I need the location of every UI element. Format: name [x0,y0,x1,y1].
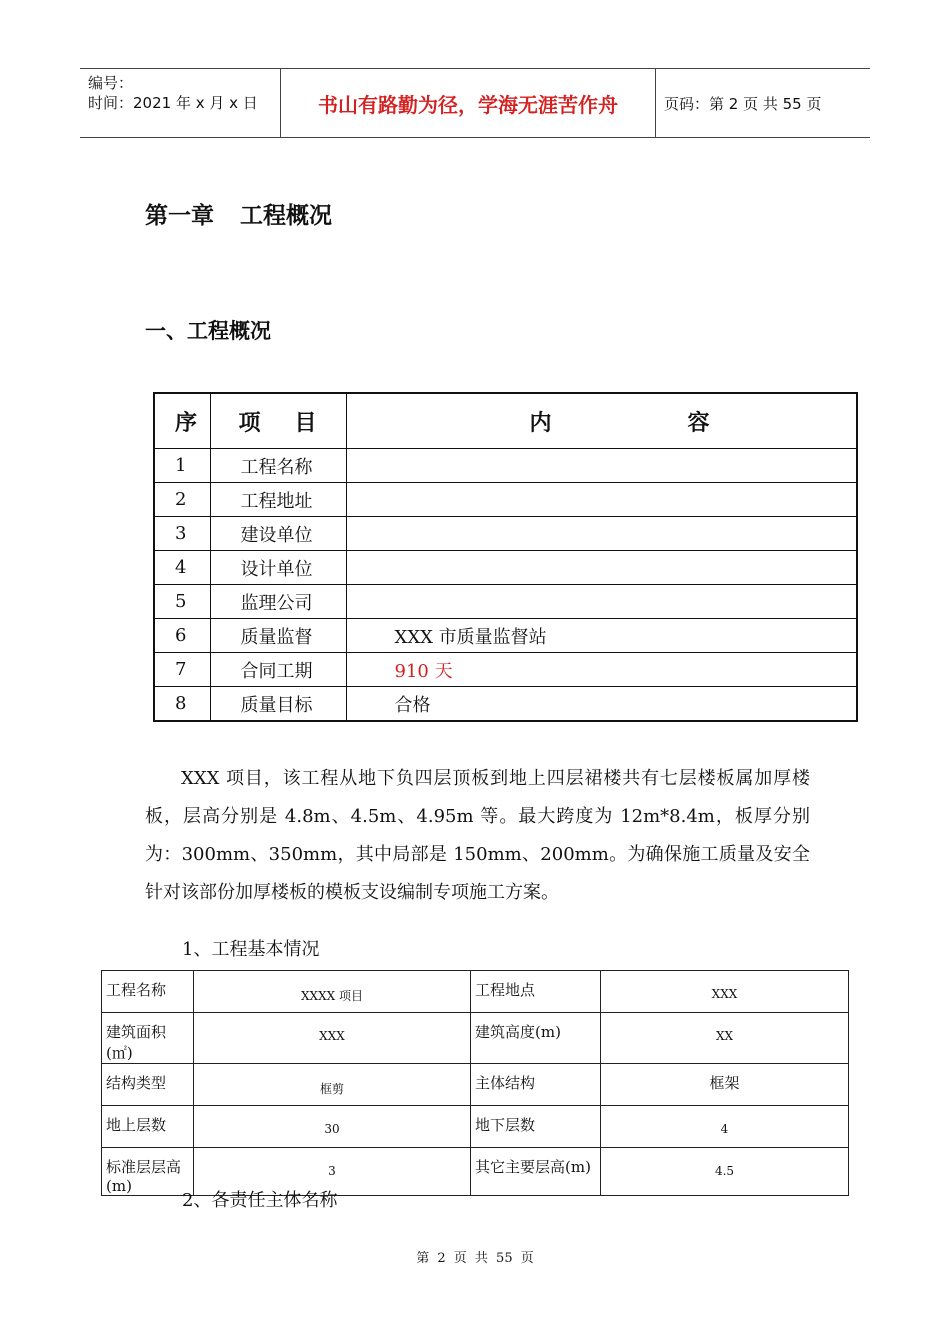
chapter-heading [145,197,332,230]
header-meta [88,73,258,113]
project-overview-table [153,392,858,722]
table-row: 8 质量目标 合格 [154,687,857,722]
table-row: 6 质量监督 XXX 市质量监督站 [154,619,857,653]
header-motto: 书山有路勤为径，学海无涯苦作舟 [280,69,656,137]
basic-info-table [101,970,849,1196]
table-row: 5 监理公司 [154,585,857,619]
table-header-row [154,393,857,449]
table-row: 地上层数 30 地下层数 4 [102,1106,849,1148]
number-label: 编号： [88,74,134,92]
page-header [80,68,870,138]
chapter-number: 第一章 [145,203,214,229]
table-row: 建筑面积(㎡) XXX 建筑高度(m) XX [102,1013,849,1064]
header-item: 项 目 [210,393,346,449]
table-row: 3 建设单位 [154,517,857,551]
chapter-title: 工程概况 [240,203,332,229]
table-row: 结构类型 框剪 主体结构 框架 [102,1064,849,1106]
table-row: 标准层层高(m) 3 其它主要层高(m) 4.5 [102,1148,849,1196]
table-row: 4 设计单位 [154,551,857,585]
table-row: 1 工程名称 [154,449,857,483]
contract-period-value: 910 天 [346,653,857,687]
project-description: XXX 项目，该工程从地下负四层顶板到地上四层裙楼共有七层楼板属加厚楼板，层高分别是 4.8m、4.5m、4.95m 等。最大跨度为 12m*8.4m，板厚分别为：300mm、350mm，其中局部是 150mm、200mm。为确保施工质量及安全针对该部份加厚楼板的模板支设编制专项施工方案。 [145,768,810,903]
table-row: 2 工程地址 [154,483,857,517]
table-row: 7 合同工期 910 天 [154,653,857,687]
header-content: 内 容 [346,393,857,449]
table-row: 工程名称 XXXX 项目 工程地点 XXX [102,971,849,1013]
header-seq: 序 [154,393,210,449]
subsection-basic-info: 1、工程基本情况 [182,939,320,960]
time-label: 时间：2021 年 x 月 x 日 [88,94,258,112]
subsection-responsible-parties: 2、各责任主体名称 [182,1190,338,1211]
header-page-info: 页码：第 2 页 共 55 页 [664,94,822,113]
section-title: 一、工程概况 [145,319,271,343]
page-footer: 第 2 页 共 55 页 [416,1251,534,1266]
